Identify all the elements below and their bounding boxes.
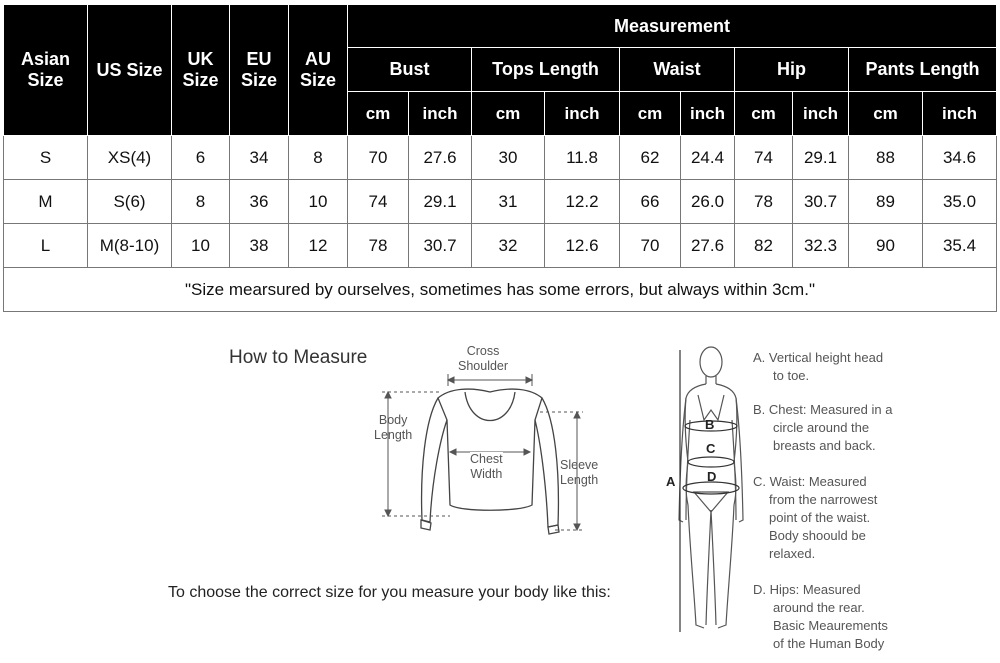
header-us-size: US Size (88, 5, 172, 136)
table-cell: M(8-10) (88, 224, 172, 268)
step-c-line5: relaxed. (769, 546, 816, 561)
size-chart-table (3, 4, 997, 312)
table-cell: 70 (620, 224, 681, 268)
step-a (753, 349, 892, 385)
step-a-line1: A. Vertical height head (753, 350, 884, 365)
step-c-line1: C. Waist: Measured (753, 474, 867, 489)
table-cell: 32 (472, 224, 545, 268)
table-cell: 6 (172, 136, 230, 180)
step-d-line4: of the Human Body (773, 636, 885, 651)
table-cell: L (4, 224, 88, 268)
unit-cm: cm (472, 92, 545, 136)
table-cell: 34.6 (923, 136, 997, 180)
table-cell: 8 (172, 180, 230, 224)
step-b-line3: breasts and back. (773, 438, 876, 453)
note-row (4, 268, 997, 312)
table-cell: 34 (230, 136, 289, 180)
table-cell: 12 (289, 224, 348, 268)
header-tops-length: Tops Length (472, 48, 620, 92)
step-c (753, 473, 892, 563)
header-pants-length: Pants Length (849, 48, 997, 92)
table-cell: 12.2 (545, 180, 620, 224)
step-b-line1: B. Chest: Measured in a (753, 402, 893, 417)
unit-cm: cm (348, 92, 409, 136)
body-length-label-line2: Length (374, 428, 413, 442)
measurement-steps (753, 349, 892, 653)
table-row (4, 180, 997, 224)
header-uk-size: UK Size (172, 5, 230, 136)
table-cell: 10 (289, 180, 348, 224)
table-cell: 35.4 (923, 224, 997, 268)
cross-shoulder-label-line2: Shoulder (458, 359, 509, 373)
table-cell: 88 (849, 136, 923, 180)
header-bust: Bust (348, 48, 472, 92)
step-c-line3: point of the waist. (769, 510, 871, 525)
table-cell: 62 (620, 136, 681, 180)
how-to-measure-title: How to Measure (229, 347, 368, 368)
table-cell: XS(4) (88, 136, 172, 180)
unit-cm: cm (849, 92, 923, 136)
table-cell: 70 (348, 136, 409, 180)
table-cell: 89 (849, 180, 923, 224)
table-cell: 29.1 (409, 180, 472, 224)
unit-inch: inch (793, 92, 849, 136)
table-cell: 74 (348, 180, 409, 224)
step-d-line2: around the rear. (773, 600, 865, 615)
unit-cm: cm (735, 92, 793, 136)
header-measurement: Measurement (348, 5, 997, 48)
chest-width-label-line2: Width (470, 467, 503, 481)
table-cell: S(6) (88, 180, 172, 224)
step-d-line1: D. Hips: Measured (753, 582, 861, 597)
table-cell: 66 (620, 180, 681, 224)
header-eu-size: EU Size (230, 5, 289, 136)
body-length-label-line1: Body (378, 413, 408, 427)
unit-inch: inch (409, 92, 472, 136)
step-a-line2: to toe. (773, 368, 810, 383)
body-length-label (374, 413, 412, 443)
table-cell: 11.8 (545, 136, 620, 180)
table-cell: 24.4 (681, 136, 735, 180)
table-cell: 31 (472, 180, 545, 224)
table-cell: 30.7 (409, 224, 472, 268)
chest-width-label (470, 452, 503, 482)
step-d-line3: Basic Meaurements (773, 618, 888, 633)
body-marker-a: A (666, 474, 676, 489)
sleeve-length-label-line1: Sleeve (560, 458, 599, 472)
table-cell: 30.7 (793, 180, 849, 224)
body-marker-b: B (705, 417, 715, 432)
table-cell: 8 (289, 136, 348, 180)
step-c-line4: Body shoould be (769, 528, 866, 543)
table-cell: 35.0 (923, 180, 997, 224)
table-cell: 78 (735, 180, 793, 224)
unit-inch: inch (545, 92, 620, 136)
table-cell: 90 (849, 224, 923, 268)
cross-shoulder-label (458, 344, 508, 374)
step-b-line2: circle around the (773, 420, 870, 435)
table-cell: 30 (472, 136, 545, 180)
table-cell: 12.6 (545, 224, 620, 268)
body-marker-c: C (706, 441, 716, 456)
header-row-1 (4, 5, 997, 48)
table-cell: 78 (348, 224, 409, 268)
step-b (753, 401, 892, 455)
choose-size-instruction: To choose the correct size for you measure your body like this: (168, 584, 611, 601)
unit-inch: inch (681, 92, 735, 136)
table-cell: 82 (735, 224, 793, 268)
body-marker-d: D (707, 469, 717, 484)
header-asian-size: Asian Size (4, 5, 88, 136)
table-cell: S (4, 136, 88, 180)
table-cell: 74 (735, 136, 793, 180)
unit-cm: cm (620, 92, 681, 136)
header-au-size: AU Size (289, 5, 348, 136)
step-c-line2: from the narrowest (769, 492, 878, 507)
step-d (753, 581, 892, 653)
header-waist: Waist (620, 48, 735, 92)
measurement-note: "Size mearsured by ourselves, sometimes has some errors, but always within 3cm." (4, 268, 997, 312)
sleeve-length-label-line2: Length (560, 473, 599, 487)
table-cell: 38 (230, 224, 289, 268)
table-cell: 27.6 (409, 136, 472, 180)
table-cell: 27.6 (681, 224, 735, 268)
table-cell: 29.1 (793, 136, 849, 180)
chest-width-label-line1: Chest (470, 452, 503, 466)
table-row (4, 136, 997, 180)
sleeve-length-label (560, 458, 598, 488)
table-cell: 26.0 (681, 180, 735, 224)
header-hip: Hip (735, 48, 849, 92)
unit-inch: inch (923, 92, 997, 136)
table-cell: 10 (172, 224, 230, 268)
table-cell: 32.3 (793, 224, 849, 268)
cross-shoulder-label-line1: Cross (466, 344, 500, 358)
table-row (4, 224, 997, 268)
table-cell: 36 (230, 180, 289, 224)
table-cell: M (4, 180, 88, 224)
